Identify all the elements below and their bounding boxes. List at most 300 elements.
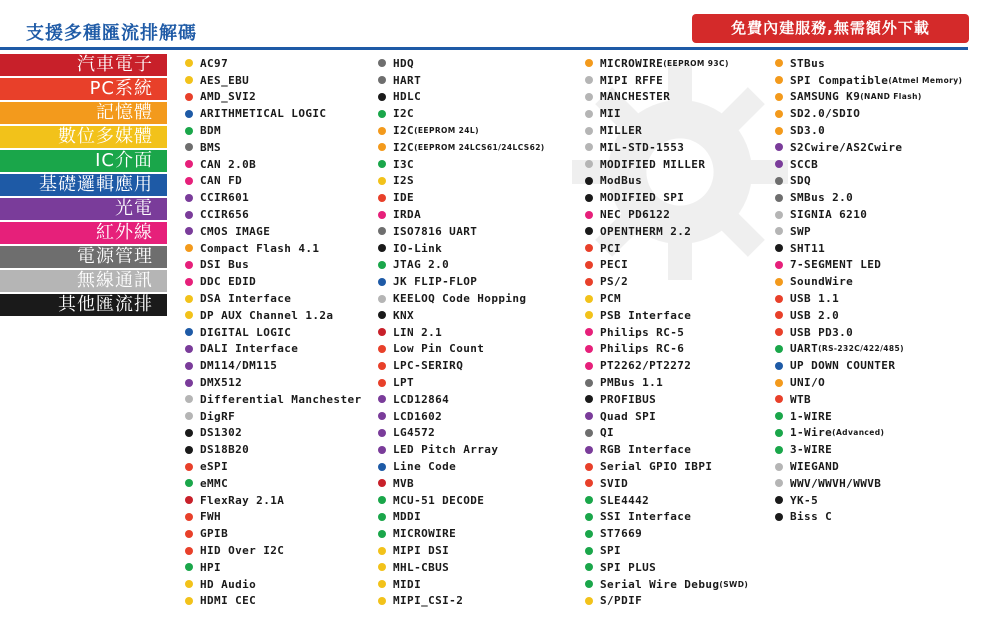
category-dot-icon [585, 463, 593, 471]
protocol-item [585, 509, 748, 526]
protocol-item [775, 374, 962, 391]
protocol-item [775, 425, 962, 442]
protocol-item [585, 542, 748, 559]
protocol-item [378, 559, 545, 576]
protocol-item [775, 357, 962, 374]
protocol-label: Differential Manchester [200, 392, 362, 406]
protocol-label: CAN 2.0B [200, 157, 257, 171]
protocol-item [585, 475, 748, 492]
protocol-label: MILLER [600, 124, 643, 138]
category-dot-icon [185, 379, 193, 387]
category-dot-icon [378, 177, 386, 185]
protocol-label: JK FLIP-FLOP [393, 275, 478, 289]
protocol-label: SPI [600, 544, 622, 557]
category-dot-icon [585, 295, 593, 303]
protocol-label: LG4572 [393, 426, 436, 440]
category-dot-icon [378, 93, 386, 101]
protocol-label: SDQ [790, 174, 812, 188]
protocol-label: DS18B20 [200, 443, 250, 457]
category-pc: PC系統 [0, 78, 167, 100]
protocol-item [585, 273, 748, 290]
protocol-item [378, 290, 545, 307]
protocol-label: OPENTHERM 2.2 [600, 224, 692, 238]
category-dot-icon [378, 227, 386, 235]
protocol-item [185, 72, 362, 89]
protocol-label: LCD1602 [393, 409, 443, 423]
category-dot-icon [775, 328, 783, 336]
category-dot-icon [585, 530, 593, 538]
protocol-item [378, 324, 545, 341]
protocol-label: MIPI RFFE [600, 73, 664, 87]
category-dot-icon [378, 530, 386, 538]
category-dot-icon [775, 194, 783, 202]
protocol-item [585, 89, 748, 106]
category-dot-icon [185, 547, 193, 555]
protocol-label: Line Code [393, 460, 457, 474]
protocol-label: SHT11 [790, 241, 826, 255]
protocol-label: MIPI DSI [393, 544, 450, 557]
protocol-label: LCD12864 [393, 392, 450, 406]
protocol-item [775, 492, 962, 509]
protocol-label: HPI [200, 560, 222, 574]
protocol-label: USB 2.0 [790, 308, 840, 322]
protocol-item [585, 324, 748, 341]
protocol-label: IDE [393, 191, 415, 205]
category-dot-icon [585, 446, 593, 454]
protocol-label: SAMSUNG K9 [790, 90, 861, 104]
category-dot-icon [585, 227, 593, 235]
protocol-label: DSA Interface [200, 292, 292, 306]
protocol-column-3 [585, 55, 748, 609]
protocol-label: KEELOQ Code Hopping [393, 292, 527, 306]
protocol-item [185, 89, 362, 106]
category-dot-icon [585, 127, 593, 135]
protocol-item [775, 324, 962, 341]
protocol-item [378, 72, 545, 89]
protocol-label: Serial Wire Debug [600, 577, 720, 591]
category-dot-icon [378, 496, 386, 504]
protocol-label: UP DOWN COUNTER [790, 359, 896, 373]
protocol-item [185, 189, 362, 206]
category-dot-icon [775, 412, 783, 420]
category-dot-icon [775, 513, 783, 521]
protocol-column-2 [378, 55, 545, 609]
protocol-item [585, 593, 748, 610]
protocol-item [775, 173, 962, 190]
protocol-item [775, 391, 962, 408]
protocol-item [378, 492, 545, 509]
protocol-label: CCIR656 [200, 208, 250, 222]
protocol-item [185, 223, 362, 240]
free-service-banner: 免費內建服務,無需額外下載 [692, 14, 969, 43]
protocol-item [775, 475, 962, 492]
protocol-label: MANCHESTER [600, 90, 671, 104]
protocol-label: AES_EBU [200, 73, 250, 87]
protocol-label: DP AUX Channel 1.2a [200, 308, 334, 322]
protocol-item [585, 156, 748, 173]
protocol-label: Low Pin Count [393, 342, 485, 356]
protocol-item [185, 559, 362, 576]
protocol-label: Compact Flash 4.1 [200, 241, 320, 255]
protocol-item [585, 391, 748, 408]
protocol-item [378, 273, 545, 290]
category-dot-icon [185, 362, 193, 370]
protocol-item [585, 55, 748, 72]
protocol-label: 7-SEGMENT LED [790, 258, 882, 272]
protocol-item [185, 55, 362, 72]
protocol-label: MIDI [393, 577, 422, 591]
protocol-label: WTB [790, 392, 812, 406]
category-dot-icon [185, 160, 193, 168]
category-dot-icon [378, 143, 386, 151]
protocol-label: eSPI [200, 460, 229, 474]
category-dot-icon [775, 362, 783, 370]
category-dot-icon [775, 76, 783, 84]
protocol-item [775, 257, 962, 274]
category-dot-icon [185, 580, 193, 588]
category-basic_logic: 基礎邏輯應用 [0, 174, 167, 196]
category-dot-icon [775, 446, 783, 454]
protocol-label: LED Pitch Array [393, 443, 499, 457]
protocol-item [585, 408, 748, 425]
protocol-item [585, 458, 748, 475]
protocol-item [378, 55, 545, 72]
category-dot-icon [378, 379, 386, 387]
category-dot-icon [378, 362, 386, 370]
protocol-item [775, 223, 962, 240]
protocol-item [185, 307, 362, 324]
protocol-label: LPC-SERIRQ [393, 359, 464, 373]
protocol-label: 1-WIRE [790, 409, 833, 423]
category-dot-icon [775, 463, 783, 471]
category-dot-icon [775, 261, 783, 269]
protocol-label: SCCB [790, 157, 819, 171]
protocol-item [185, 542, 362, 559]
protocol-label: PMBus 1.1 [600, 376, 664, 390]
category-dot-icon [378, 328, 386, 336]
protocol-label: Philips RC-5 [600, 325, 685, 339]
protocol-item [775, 240, 962, 257]
protocol-item [378, 173, 545, 190]
protocol-item [585, 189, 748, 206]
protocol-item [185, 441, 362, 458]
category-dot-icon [585, 412, 593, 420]
protocol-label: Serial GPIO IBPI [600, 460, 713, 474]
protocol-label: DSI Bus [200, 258, 250, 272]
category-dot-icon [185, 395, 193, 403]
protocol-item [185, 374, 362, 391]
category-dot-icon [378, 597, 386, 605]
protocol-item [185, 341, 362, 358]
category-dot-icon [185, 429, 193, 437]
category-dot-icon [185, 412, 193, 420]
category-dot-icon [185, 530, 193, 538]
protocol-item [378, 475, 545, 492]
protocol-item [378, 240, 545, 257]
protocol-label: PCM [600, 292, 622, 306]
category-dot-icon [585, 244, 593, 252]
protocol-item [585, 173, 748, 190]
protocol-item [378, 509, 545, 526]
protocol-item [585, 357, 748, 374]
category-dot-icon [585, 547, 593, 555]
protocol-note: (Atmel Memory) [888, 75, 963, 85]
protocol-item [585, 206, 748, 223]
category-dot-icon [585, 160, 593, 168]
category-dot-icon [378, 463, 386, 471]
category-dot-icon [775, 345, 783, 353]
protocol-label: AC97 [200, 56, 229, 70]
protocol-label: HID Over I2C [200, 544, 285, 557]
protocol-label: MODIFIED MILLER [600, 157, 706, 171]
protocol-label: DigRF [200, 409, 236, 423]
protocol-label: WWV/WWVH/WWVB [790, 476, 882, 490]
category-dot-icon [775, 311, 783, 319]
protocol-item [378, 458, 545, 475]
category-dot-icon [775, 429, 783, 437]
protocol-item [185, 475, 362, 492]
protocol-label: MVB [393, 476, 415, 490]
protocol-item [378, 189, 545, 206]
protocol-item [775, 189, 962, 206]
category-dot-icon [185, 143, 193, 151]
protocol-item [185, 240, 362, 257]
category-dot-icon [378, 395, 386, 403]
category-dot-icon [585, 362, 593, 370]
protocol-item [378, 408, 545, 425]
category-dot-icon [185, 177, 193, 185]
protocol-label: MODIFIED SPI [600, 191, 685, 205]
category-dot-icon [185, 345, 193, 353]
protocol-label: DM114/DM115 [200, 359, 278, 373]
category-dot-icon [775, 211, 783, 219]
category-dot-icon [185, 479, 193, 487]
category-dot-icon [585, 597, 593, 605]
protocol-label: IO-Link [393, 241, 443, 255]
protocol-item [185, 492, 362, 509]
protocol-item [185, 391, 362, 408]
protocol-item [585, 559, 748, 576]
category-dot-icon [378, 261, 386, 269]
protocol-item [775, 89, 962, 106]
protocol-item [775, 122, 962, 139]
protocol-item [185, 156, 362, 173]
protocol-item [378, 307, 545, 324]
protocol-label: DIGITAL LOGIC [200, 325, 292, 339]
category-dot-icon [585, 311, 593, 319]
category-dot-icon [185, 110, 193, 118]
category-dot-icon [378, 563, 386, 571]
protocol-item [585, 105, 748, 122]
protocol-item [185, 408, 362, 425]
protocol-item [185, 357, 362, 374]
category-dot-icon [585, 278, 593, 286]
protocol-item [185, 206, 362, 223]
category-dot-icon [185, 76, 193, 84]
protocol-label: Philips RC-6 [600, 342, 685, 356]
protocol-item [775, 72, 962, 89]
category-memory: 記憶體 [0, 102, 167, 124]
protocol-label: I3C [393, 157, 415, 171]
category-dot-icon [775, 143, 783, 151]
category-dot-icon [378, 580, 386, 588]
protocol-item [585, 341, 748, 358]
protocol-label: MICROWIRE [393, 527, 457, 541]
category-dot-icon [378, 194, 386, 202]
protocol-item [378, 105, 545, 122]
category-dot-icon [775, 127, 783, 135]
category-dot-icon [378, 345, 386, 353]
protocol-item [378, 425, 545, 442]
protocol-note: (SWD) [719, 579, 749, 589]
category-dot-icon [378, 127, 386, 135]
protocol-label: ModBus [600, 174, 643, 188]
category-dot-icon [185, 227, 193, 235]
protocol-label: MIL-STD-1553 [600, 140, 685, 154]
protocol-label: PS/2 [600, 275, 629, 289]
protocol-item [775, 458, 962, 475]
protocol-label: 1-Wire [790, 426, 833, 440]
protocol-label: S/PDIF [600, 594, 643, 608]
category-dot-icon [585, 177, 593, 185]
protocol-item [378, 122, 545, 139]
protocol-item [775, 290, 962, 307]
protocol-column-4 [775, 55, 962, 525]
protocol-item [585, 307, 748, 324]
protocol-label: HDMI CEC [200, 594, 257, 608]
protocol-item [585, 72, 748, 89]
protocol-label: eMMC [200, 476, 229, 490]
protocol-item [775, 307, 962, 324]
protocol-label: S2Cwire/AS2Cwire [790, 140, 903, 154]
category-dot-icon [378, 211, 386, 219]
protocol-label: YK-5 [790, 493, 819, 507]
protocol-label: ISO7816 UART [393, 224, 478, 238]
protocol-label: FWH [200, 510, 222, 524]
protocol-item [775, 441, 962, 458]
protocol-item [185, 525, 362, 542]
protocol-item [378, 374, 545, 391]
protocol-label: MII [600, 107, 622, 121]
protocol-item [585, 425, 748, 442]
protocol-item [585, 139, 748, 156]
protocol-item [185, 173, 362, 190]
category-other: 其他匯流排 [0, 294, 167, 316]
category-dot-icon [775, 295, 783, 303]
category-dot-icon [585, 211, 593, 219]
category-dot-icon [185, 211, 193, 219]
category-dot-icon [378, 295, 386, 303]
protocol-label: UNI/O [790, 376, 826, 390]
protocol-item [185, 509, 362, 526]
protocol-item [185, 290, 362, 307]
protocol-label: LPT [393, 376, 415, 390]
protocol-item [775, 206, 962, 223]
protocol-label: GPIB [200, 527, 229, 541]
protocol-item [585, 290, 748, 307]
protocol-item [775, 139, 962, 156]
protocol-item [775, 408, 962, 425]
category-dot-icon [378, 429, 386, 437]
category-dot-icon [775, 479, 783, 487]
protocol-label: ARITHMETICAL LOGIC [200, 107, 327, 121]
category-dot-icon [185, 563, 193, 571]
category-dot-icon [185, 513, 193, 521]
category-dot-icon [585, 580, 593, 588]
protocol-label: LIN 2.1 [393, 325, 443, 339]
category-dot-icon [378, 479, 386, 487]
category-dot-icon [185, 194, 193, 202]
protocol-item [585, 122, 748, 139]
protocol-item [378, 525, 545, 542]
protocol-label: SWP [790, 224, 812, 238]
protocol-label: JTAG 2.0 [393, 258, 450, 272]
category-dot-icon [775, 59, 783, 67]
protocol-label: MCU-51 DECODE [393, 493, 485, 507]
page-title: 支援多種匯流排解碼 [26, 23, 197, 44]
protocol-label: I2C [393, 124, 415, 138]
protocol-item [378, 542, 545, 559]
protocol-label: STBus [790, 56, 826, 70]
protocol-label: KNX [393, 308, 415, 322]
protocol-label: I2S [393, 174, 415, 188]
category-dot-icon [185, 328, 193, 336]
category-dot-icon [585, 345, 593, 353]
protocol-item [585, 576, 748, 593]
category-automotive: 汽車電子 [0, 54, 167, 76]
category-dot-icon [185, 127, 193, 135]
category-dot-icon [185, 597, 193, 605]
protocol-item [185, 324, 362, 341]
protocol-label: MDDI [393, 510, 422, 524]
protocol-item [378, 139, 545, 156]
category-dot-icon [185, 496, 193, 504]
category-dot-icon [378, 160, 386, 168]
category-dot-icon [585, 194, 593, 202]
category-dot-icon [585, 93, 593, 101]
protocol-label: QI [600, 426, 615, 440]
category-dot-icon [378, 547, 386, 555]
category-dot-icon [775, 379, 783, 387]
protocol-column-1 [185, 55, 362, 609]
protocol-label: SD3.0 [790, 124, 826, 138]
category-dot-icon [185, 446, 193, 454]
protocol-item [585, 441, 748, 458]
protocol-item [585, 257, 748, 274]
protocol-label: SIGNIA 6210 [790, 208, 868, 222]
category-dot-icon [775, 177, 783, 185]
category-dot-icon [585, 479, 593, 487]
category-dot-icon [185, 244, 193, 252]
protocol-label: SMBus 2.0 [790, 191, 854, 205]
category-dot-icon [585, 429, 593, 437]
category-dot-icon [585, 513, 593, 521]
category-dot-icon [585, 379, 593, 387]
protocol-label: CCIR601 [200, 191, 250, 205]
protocol-label: MIPI_CSI-2 [393, 594, 464, 608]
protocol-item [378, 341, 545, 358]
category-dot-icon [585, 59, 593, 67]
protocol-note: (EEPROM 24LCS61/24LCS62) [414, 142, 545, 152]
category-dot-icon [378, 513, 386, 521]
category-dot-icon [585, 496, 593, 504]
protocol-label: NEC PD6122 [600, 208, 671, 222]
category-multimedia: 數位多媒體 [0, 126, 167, 148]
protocol-label: HART [393, 73, 422, 87]
protocol-label: USB PD3.0 [790, 325, 854, 339]
protocol-item [378, 593, 545, 610]
protocol-item [585, 374, 748, 391]
